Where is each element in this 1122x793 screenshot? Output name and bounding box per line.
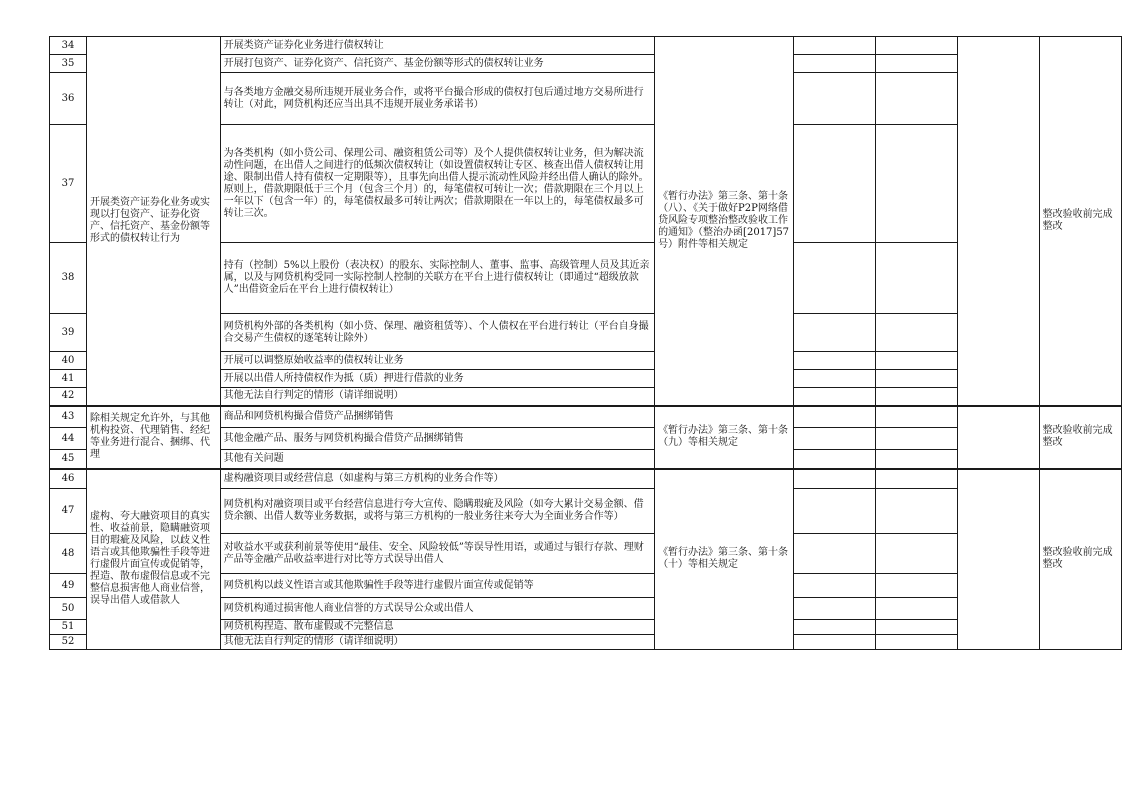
blank-cell <box>794 620 876 635</box>
blank-cell <box>875 620 957 635</box>
rectification-checklist-table <box>49 36 1122 650</box>
deadline-cell: 整改验收前完成整改 <box>1039 406 1121 469</box>
row-number: 35 <box>50 55 87 73</box>
legal-basis-cell: 《暂行办法》第三条、第十条（八）、《关于做好P2P网络借贷风险专项整治整改验收工作的通知》（整治办函[2017]57号）附件等相关规定 <box>655 37 794 406</box>
row-number: 46 <box>50 469 87 489</box>
row-number: 36 <box>50 73 87 125</box>
category-cell: 开展类资产证券化业务或实现以打包资产、证券化资产、信托资产、基金份额等形式的债权转让行为 <box>87 37 221 406</box>
blank-cell <box>794 534 876 574</box>
blank-cell <box>875 73 957 125</box>
table-row <box>50 37 1122 55</box>
row-number: 47 <box>50 489 87 534</box>
table-row <box>50 406 1122 428</box>
problem-item-cell: 网贷机构对融资项目或平台经营信息进行夸大宣传、隐瞒瑕疵及风险（如夸大累计交易金额、借贷余额、出借人数等业务数据，或将与第三方机构的一般业务往来夸大为全面业务合作等） <box>220 489 654 534</box>
row-number: 39 <box>50 314 87 352</box>
row-number: 37 <box>50 125 87 243</box>
blank-cell <box>957 37 1039 406</box>
legal-basis-cell: 《暂行办法》第三条、第十条（十）等相关规定 <box>655 469 794 650</box>
row-number: 34 <box>50 37 87 55</box>
problem-item-cell: 其他有关问题 <box>220 450 654 469</box>
blank-cell <box>794 37 876 55</box>
problem-item-cell: 虚构融资项目或经营信息（如虚构与第三方机构的业务合作等） <box>220 469 654 489</box>
blank-cell <box>794 489 876 534</box>
blank-cell <box>794 635 876 650</box>
blank-cell <box>875 352 957 370</box>
blank-cell <box>957 469 1039 650</box>
row-number: 41 <box>50 370 87 388</box>
row-number: 38 <box>50 243 87 314</box>
legal-basis-cell: 《暂行办法》第三条、第十条（九）等相关规定 <box>655 406 794 469</box>
blank-cell <box>875 598 957 620</box>
row-number: 51 <box>50 620 87 635</box>
blank-cell <box>875 489 957 534</box>
deadline-cell: 整改验收前完成整改 <box>1039 469 1121 650</box>
blank-cell <box>875 388 957 406</box>
blank-cell <box>794 469 876 489</box>
blank-cell <box>875 243 957 314</box>
blank-cell <box>794 406 876 428</box>
problem-item-cell: 其他金融产品、服务与网贷机构撮合借贷产品捆绑销售 <box>220 428 654 450</box>
blank-cell <box>875 428 957 450</box>
blank-cell <box>794 574 876 598</box>
row-number: 49 <box>50 574 87 598</box>
problem-item-cell: 其他无法自行判定的情形（请详细说明） <box>220 635 654 650</box>
row-number: 52 <box>50 635 87 650</box>
blank-cell <box>794 598 876 620</box>
blank-cell <box>794 370 876 388</box>
problem-item-cell: 对收益水平或获利前景等使用“最佳、安全、风险较低”等误导性用语，或通过与银行存款、理财产品等金融产品收益率进行对比等方式误导出借人 <box>220 534 654 574</box>
blank-cell <box>875 406 957 428</box>
blank-cell <box>794 73 876 125</box>
blank-cell <box>875 370 957 388</box>
row-number: 45 <box>50 450 87 469</box>
problem-item-cell: 其他无法自行判定的情形（请详细说明） <box>220 388 654 406</box>
problem-item-cell: 商品和网贷机构撮合借贷产品捆绑销售 <box>220 406 654 428</box>
blank-cell <box>875 450 957 469</box>
problem-item-cell: 网贷机构以歧义性语言或其他欺骗性手段等进行虚假片面宣传或促销等 <box>220 574 654 598</box>
problem-item-cell: 开展可以调整原始收益率的债权转让业务 <box>220 352 654 370</box>
blank-cell <box>875 574 957 598</box>
blank-cell <box>794 314 876 352</box>
row-number: 43 <box>50 406 87 428</box>
blank-cell <box>875 37 957 55</box>
row-number: 40 <box>50 352 87 370</box>
table-row <box>50 469 1122 489</box>
problem-item-cell: 持有（控制）5%以上股份（表决权）的股东、实际控制人、董事、监事、高级管理人员及其近亲属，以及与网贷机构受同一实际控制人控制的关联方在平台上进行债权转让（即通过“超级放款人”出借资金后在平台上进行债权转让） <box>220 243 654 314</box>
blank-cell <box>794 388 876 406</box>
row-number: 42 <box>50 388 87 406</box>
blank-cell <box>794 450 876 469</box>
problem-item-cell: 网贷机构通过损害他人商业信誉的方式误导公众或出借人 <box>220 598 654 620</box>
problem-item-cell: 网贷机构捏造、散布虚假或不完整信息 <box>220 620 654 635</box>
row-number: 44 <box>50 428 87 450</box>
blank-cell <box>875 534 957 574</box>
blank-cell <box>875 125 957 243</box>
blank-cell <box>875 469 957 489</box>
problem-item-cell: 与各类地方金融交易所违规开展业务合作，或将平台撮合形成的债权打包后通过地方交易所进行转让（对此，网贷机构还应当出具不违规开展业务承诺书） <box>220 73 654 125</box>
blank-cell <box>794 352 876 370</box>
category-cell: 除相关规定允许外，与其他机构投资、代理销售、经纪等业务进行混合、捆绑、代理 <box>87 406 221 469</box>
blank-cell <box>875 314 957 352</box>
problem-item-cell: 开展类资产证券化业务进行债权转让 <box>220 37 654 55</box>
blank-cell <box>957 406 1039 469</box>
problem-item-cell: 为各类机构（如小贷公司、保理公司、融资租赁公司等）及个人提供债权转让业务，但为解决流动性问题，在出借人之间进行的低频次债权转让（如设置债权转让专区、核查出借人债权转让用途、限制出借人持有债权一定期限等），且事先向出借人提示流动性风险并经出借人确认的除外。原则上，借款期限低于三个月（包含三个月）的，每笔债权可转让一次；借款期限在三个月以上一年以下（包含一年）的，每笔债权最多可转让两次；借款期限在一年以上的，每笔债权最多可转让三次。 <box>220 125 654 243</box>
blank-cell <box>794 125 876 243</box>
blank-cell <box>794 428 876 450</box>
blank-cell <box>875 635 957 650</box>
problem-item-cell: 网贷机构外部的各类机构（如小贷、保理、融资租赁等）、个人债权在平台进行转让（平台自身撮合交易产生债权的逐笔转让除外） <box>220 314 654 352</box>
deadline-cell: 整改验收前完成整改 <box>1039 37 1121 406</box>
problem-item-cell: 开展打包资产、证券化资产、信托资产、基金份额等形式的债权转让业务 <box>220 55 654 73</box>
row-number: 50 <box>50 598 87 620</box>
category-cell: 虚构、夸大融资项目的真实性、收益前景，隐瞒融资项目的瑕疵及风险，以歧义性语言或其他欺骗性手段等进行虚假片面宣传或促销等，捏造、散布虚假信息或不完整信息损害他人商业信誉，误导出借人或借款人 <box>87 469 221 650</box>
row-number: 48 <box>50 534 87 574</box>
problem-item-cell: 开展以出借人所持债权作为抵（质）押进行借款的业务 <box>220 370 654 388</box>
blank-cell <box>794 55 876 73</box>
blank-cell <box>794 243 876 314</box>
blank-cell <box>875 55 957 73</box>
